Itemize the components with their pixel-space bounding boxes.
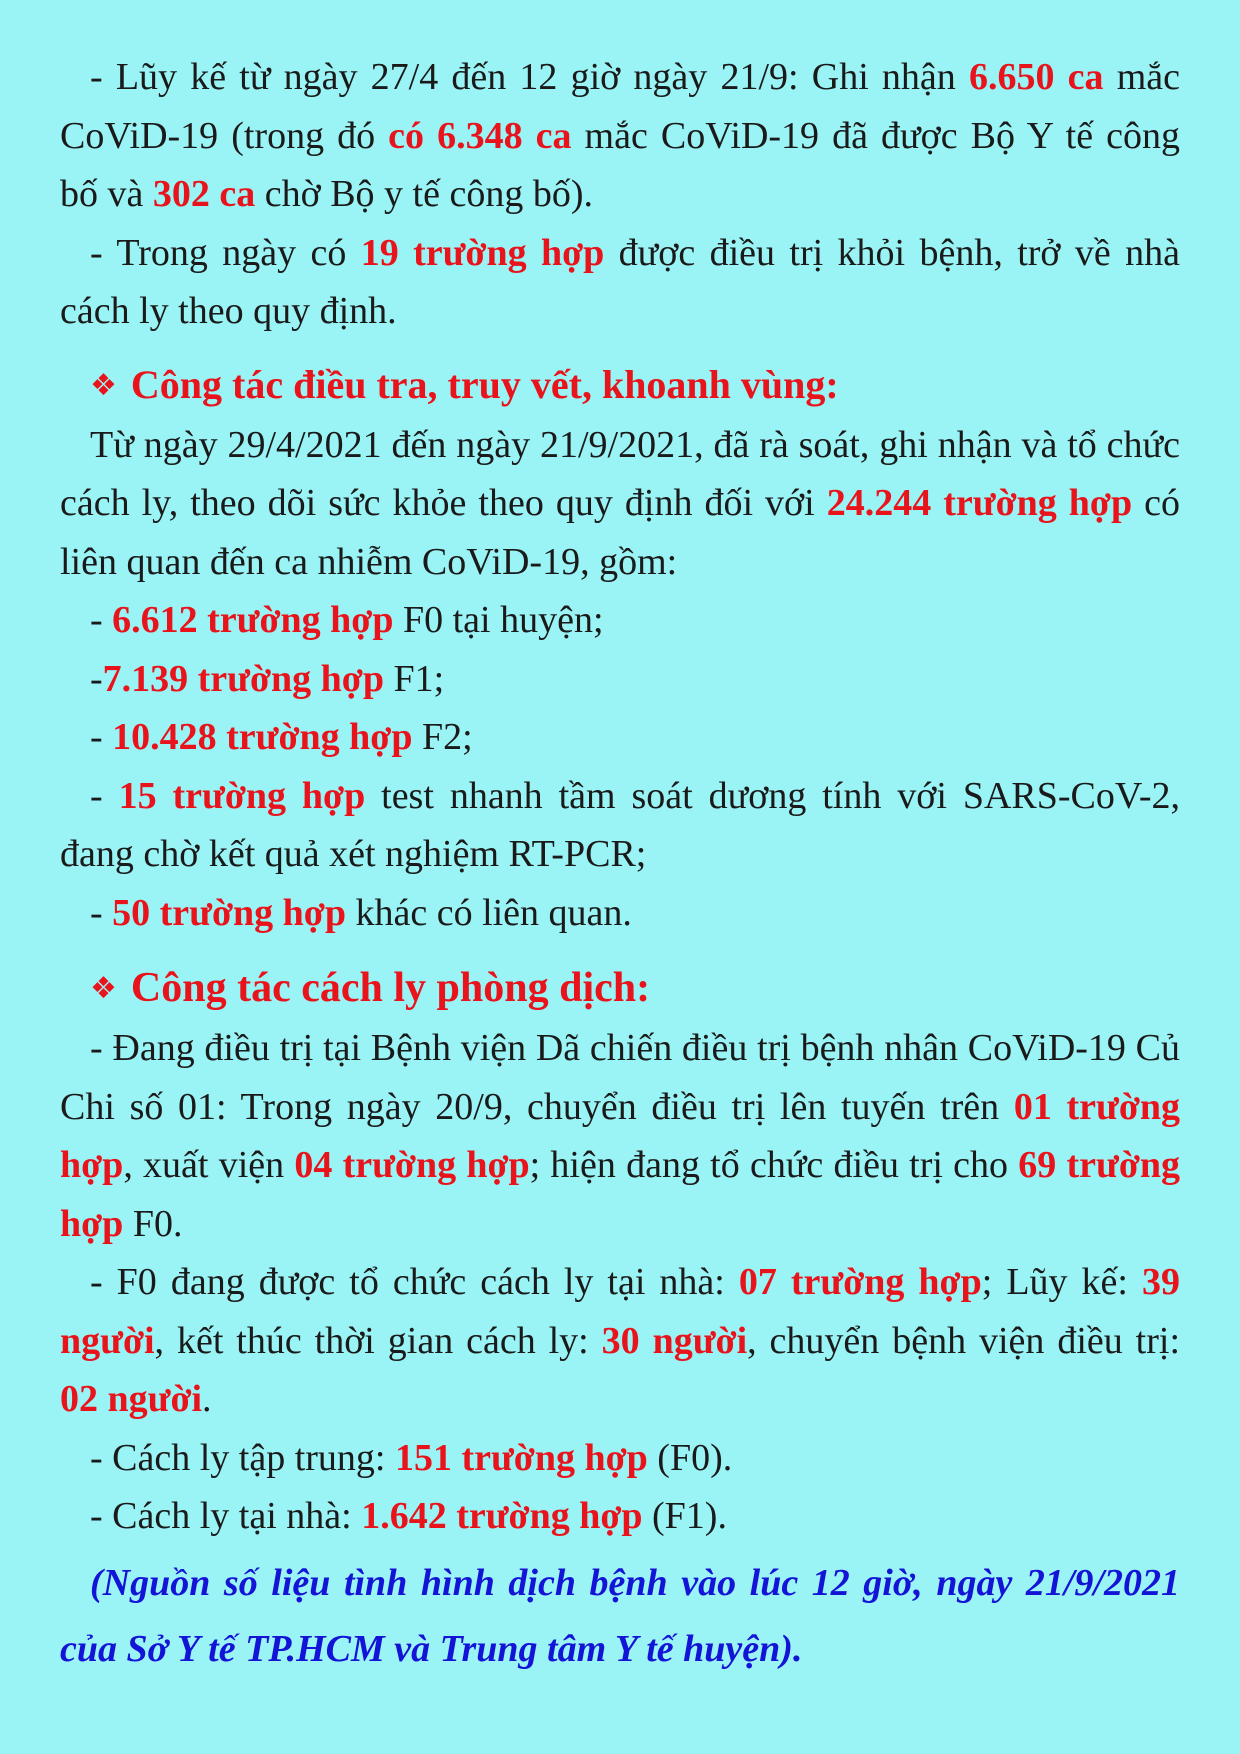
section-heading-text: Công tác cách ly phòng dịch: xyxy=(130,965,651,1011)
text: khác có liên quan. xyxy=(345,891,632,934)
highlight-count: 50 trường hợp xyxy=(112,891,346,934)
text: - xyxy=(90,657,103,700)
field-hospital-paragraph xyxy=(60,1019,1180,1253)
list-item xyxy=(60,650,1180,709)
text: có liên quan đến ca nhiễm CoViD-19, gồm: xyxy=(60,482,1180,583)
highlight-treating: 69 trường hợp xyxy=(60,1144,1181,1245)
home-isolation-f0-paragraph xyxy=(60,1253,1180,1429)
text: mắc CoViD-19 (trong đó xyxy=(60,56,1180,157)
text: - xyxy=(90,716,113,758)
cumulative-cases-paragraph xyxy=(60,48,1180,224)
highlight-home-f1: 1.642 trường hợp xyxy=(361,1495,643,1537)
text: ; Lũy kế: xyxy=(981,1261,1142,1303)
highlight-centralized: 151 trường hợp xyxy=(394,1436,648,1479)
text: . xyxy=(202,1378,212,1420)
highlight-count: 7.139 trường hợp xyxy=(102,657,384,700)
highlight-count: 10.428 trường hợp xyxy=(112,716,413,758)
list-item xyxy=(60,767,1180,884)
data-source-note: (Nguồn số liệu tình hình dịch bệnh vào lúc 12 giờ, ngày 21/9/2021 của Sở Y tế TP.HCM và Trung tâm Y tế huyện). xyxy=(60,1561,1180,1670)
text: chờ Bộ y tế công bố). xyxy=(255,173,594,215)
text: - F0 đang được tổ chức cách ly tại nhà: xyxy=(90,1261,739,1303)
text: - Đang điều trị tại Bệnh viện Dã chiến điều trị bệnh nhân CoViD-19 Củ Chi số 01: Trong ngày 20/9, chuyển điều trị lên tuyến trên xyxy=(60,1027,1180,1128)
list-item xyxy=(60,708,1180,767)
diamond-bullet-icon: ❖ xyxy=(90,367,117,403)
section-heading-text: Công tác điều tra, truy vết, khoanh vùng: xyxy=(130,361,839,407)
text: (F1). xyxy=(642,1495,727,1537)
list-item xyxy=(60,884,1180,943)
highlight-cumulative-people: 39 người xyxy=(60,1261,1180,1362)
text: (F0). xyxy=(647,1436,733,1479)
text: - Cách ly tại nhà: xyxy=(90,1495,362,1537)
text: - Lũy kế từ ngày 27/4 đến 12 giờ ngày 21/9: Ghi nhận xyxy=(90,56,969,98)
recovered-paragraph xyxy=(60,224,1180,341)
text: , chuyển bệnh viện điều trị: xyxy=(747,1319,1180,1362)
highlight-total-cases: 6.650 ca xyxy=(968,56,1104,98)
highlight-hospital-transfer: 02 người xyxy=(60,1378,203,1420)
text: mắc CoViD-19 đã được Bộ Y tế công bố và xyxy=(60,114,1180,215)
text: - xyxy=(90,599,113,641)
text: test nhanh tầm soát dương tính với SARS-CoV-2, đang chờ kết quả xét nghiệm RT-PCR; xyxy=(60,774,1180,875)
highlight-transferred: 01 trường hợp xyxy=(60,1085,1181,1186)
text: - Trong ngày có xyxy=(90,231,361,274)
centralized-isolation-paragraph xyxy=(60,1429,1180,1488)
home-isolation-paragraph xyxy=(60,1487,1180,1546)
highlight-count: 15 trường hợp xyxy=(118,774,366,817)
text: được điều trị khỏi bệnh, trở về nhà cách ly theo quy định. xyxy=(60,231,1181,332)
text: F2; xyxy=(412,716,473,758)
list-item xyxy=(60,591,1180,650)
text: F0. xyxy=(123,1202,183,1245)
investigation-paragraph xyxy=(60,416,1180,592)
diamond-bullet-icon: ❖ xyxy=(90,971,117,1006)
text: ; hiện đang tổ chức điều trị cho xyxy=(529,1144,1019,1186)
text: F1; xyxy=(383,657,445,700)
highlight-announced-cases: có 6.348 ca xyxy=(388,114,572,157)
text: , kết thúc thời gian cách ly: xyxy=(154,1319,602,1362)
highlight-recovered: 19 trường hợp xyxy=(360,231,605,274)
section-heading-investigation xyxy=(60,355,1180,416)
highlight-ended-isolation: 30 người xyxy=(601,1319,748,1362)
highlight-pending-cases: 302 ca xyxy=(152,173,256,215)
text: - Cách ly tập trung: xyxy=(90,1436,395,1479)
highlight-related-cases: 24.244 trường hợp xyxy=(826,482,1133,524)
highlight-count: 6.612 trường hợp xyxy=(112,599,394,641)
text: - xyxy=(90,774,119,817)
highlight-home-f0: 07 trường hợp xyxy=(738,1261,982,1303)
text: Từ ngày 29/4/2021 đến ngày 21/9/2021, đã rà soát, ghi nhận và tổ chức cách ly, theo dõi sức khỏe theo quy định đối với xyxy=(60,423,1180,524)
text: F0 tại huyện; xyxy=(393,599,604,641)
text: - xyxy=(90,891,113,934)
highlight-discharged: 04 trường hợp xyxy=(294,1144,530,1186)
text: , xuất viện xyxy=(123,1144,295,1186)
section-heading-quarantine xyxy=(60,958,1180,1019)
